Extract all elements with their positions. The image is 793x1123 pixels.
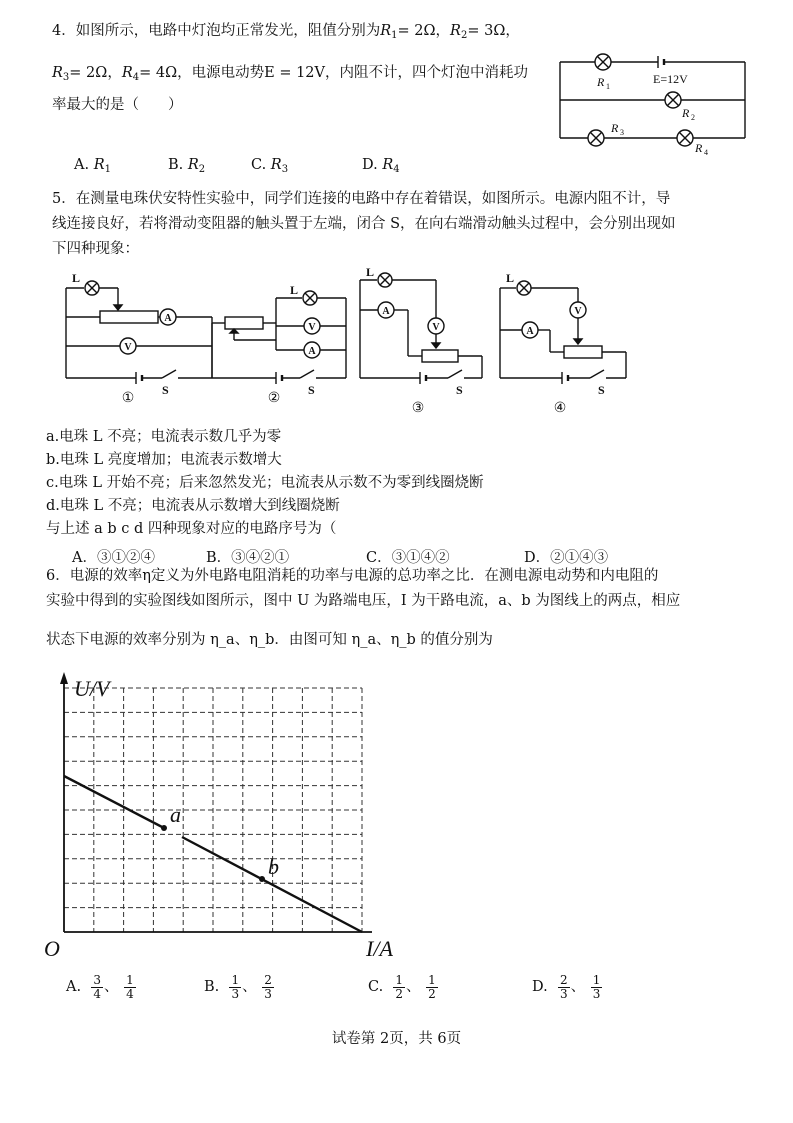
circuit-4 — [500, 281, 626, 384]
q6-option-d: D. $\frac{2}{3}$ 、 $\frac{1}{3}$ — [532, 973, 601, 1001]
page-footer: 试卷第 2页，共 6页 — [331, 1031, 462, 1047]
q4-line1: 4．如图所示，电路中灯泡均正常发光，阻值分别为$R_1= 2\Omega$，$R_2= 3\Omega$， — [52, 23, 520, 41]
voltmeter-3: V — [432, 322, 440, 333]
ui-line-segment-2 — [182, 837, 362, 932]
q5-question: 与上述 a b c d 四种现象对应的电路序号为（ — [46, 521, 337, 537]
q6-line1: 6．电源的效率η定义为外电路电阻消耗的功率与电源的总功率之比．在测电源电动势和内电阻的 — [46, 568, 659, 584]
voltmeter-1: V — [124, 342, 132, 353]
label-emf: E=12V — [653, 72, 688, 86]
y-axis-label: U/V — [74, 676, 110, 701]
lamp-label-1: L — [72, 271, 81, 285]
y-axis-arrow — [60, 672, 68, 684]
label-r1: R — [597, 75, 605, 89]
point-a-marker — [161, 825, 167, 831]
q5-line3: 下四种现象： — [52, 241, 139, 257]
q5-phenomenon-a: a.电珠 L 不亮；电流表示数几乎为零 — [46, 429, 282, 445]
label-r2: R — [682, 106, 690, 120]
voltmeter-2: V — [308, 322, 316, 333]
q4-line2: $R_3= 2\Omega$，$R_4= 4\Omega$，电源电动势E = 12V，内阻不计，四个灯泡中消耗功 — [52, 65, 528, 83]
point-a-label: a — [170, 802, 181, 827]
q4-option-a: A. $R_1$ — [74, 157, 111, 175]
q5-line1: 5．在测量电珠伏安特性实验中，同学们连接的电路中存在着错误，如图所示。电源内阻不计，导 — [52, 191, 671, 207]
ammeter-2: A — [308, 346, 316, 357]
ammeter-4: A — [526, 326, 534, 337]
q5-phenomenon-d: d.电珠 L 不亮；电流表从示数增大到线圈烧断 — [46, 498, 340, 514]
q5-option-a: A．③①②④ — [72, 550, 155, 566]
q5-option-c: C．③①④② — [366, 550, 450, 566]
voltmeter-4: V — [574, 306, 582, 317]
switch-label-4: S — [598, 383, 605, 397]
q5-option-b: B．③④②① — [206, 550, 290, 566]
q5-phenomenon-b: b.电珠 L 亮度增加；电流表示数增大 — [46, 452, 282, 468]
q6-option-c: C. $\frac{1}{2}$ 、 $\frac{1}{2}$ — [368, 973, 436, 1001]
svg-text:1: 1 — [606, 82, 610, 91]
ammeter-3: A — [382, 306, 390, 317]
x-axis-label: I/A — [366, 936, 393, 961]
ui-line-segment-1 — [64, 776, 164, 828]
q6-line2: 实验中得到的实验图线如图所示，图中 U 为路端电压，I 为干路电流，a、b 为图线上的两点，相应 — [46, 593, 681, 609]
q4-option-c: C. $R_3$ — [251, 157, 289, 175]
switch-label-1: S — [162, 383, 169, 397]
q5-circuit-diagrams — [50, 260, 650, 420]
switch-label-2: S — [308, 383, 315, 397]
point-b-label: b — [268, 854, 279, 879]
q6-option-a: A. $\frac{3}{4}$ 、 $\frac{1}{4}$ — [66, 973, 134, 1001]
svg-text:4: 4 — [704, 148, 708, 157]
svg-text:2: 2 — [691, 113, 695, 122]
label-r4: R — [695, 141, 703, 155]
label-r3: R — [611, 121, 619, 135]
circuit-1 — [66, 281, 212, 384]
q5-option-d: D．②①④③ — [524, 550, 609, 566]
point-b-marker — [259, 876, 265, 882]
fig-label-2: ② — [267, 391, 281, 406]
svg-text:3: 3 — [620, 128, 624, 137]
q6-ui-graph — [36, 666, 416, 966]
origin-label: O — [44, 936, 60, 961]
q5-line2: 线连接良好，若将滑动变阻器的触头置于左端，闭合 S，在向右端滑动触头过程中，会分别出现如 — [52, 216, 676, 232]
lamp-label-2: L — [290, 283, 299, 297]
q6-line3: 状态下电源的效率分别为 η_a、η_b．由图可知 η_a、η_b 的值分别为 — [46, 632, 493, 648]
ammeter-1: A — [164, 313, 172, 324]
fig-label-4: ④ — [553, 401, 567, 416]
lamp-label-3: L — [366, 265, 375, 279]
q6-option-b: B. $\frac{1}{3}$ 、 $\frac{2}{3}$ — [204, 973, 272, 1001]
q4-option-b: B. $R_2$ — [168, 157, 206, 175]
fig-label-3: ③ — [411, 401, 425, 416]
circuit-2 — [212, 291, 346, 384]
fig-label-1: ① — [121, 391, 135, 406]
q4-option-d: D. $R_4$ — [362, 157, 400, 175]
q4-line3: 率最大的是（ ） — [52, 97, 183, 113]
lamp-label-4: L — [506, 271, 515, 285]
switch-label-3: S — [456, 383, 463, 397]
q4-circuit-diagram — [555, 50, 755, 160]
q5-phenomenon-c: c.电珠 L 开始不亮；后来忽然发光；电流表从示数不为零到线圈烧断 — [46, 475, 484, 491]
circuit-3 — [360, 273, 482, 384]
